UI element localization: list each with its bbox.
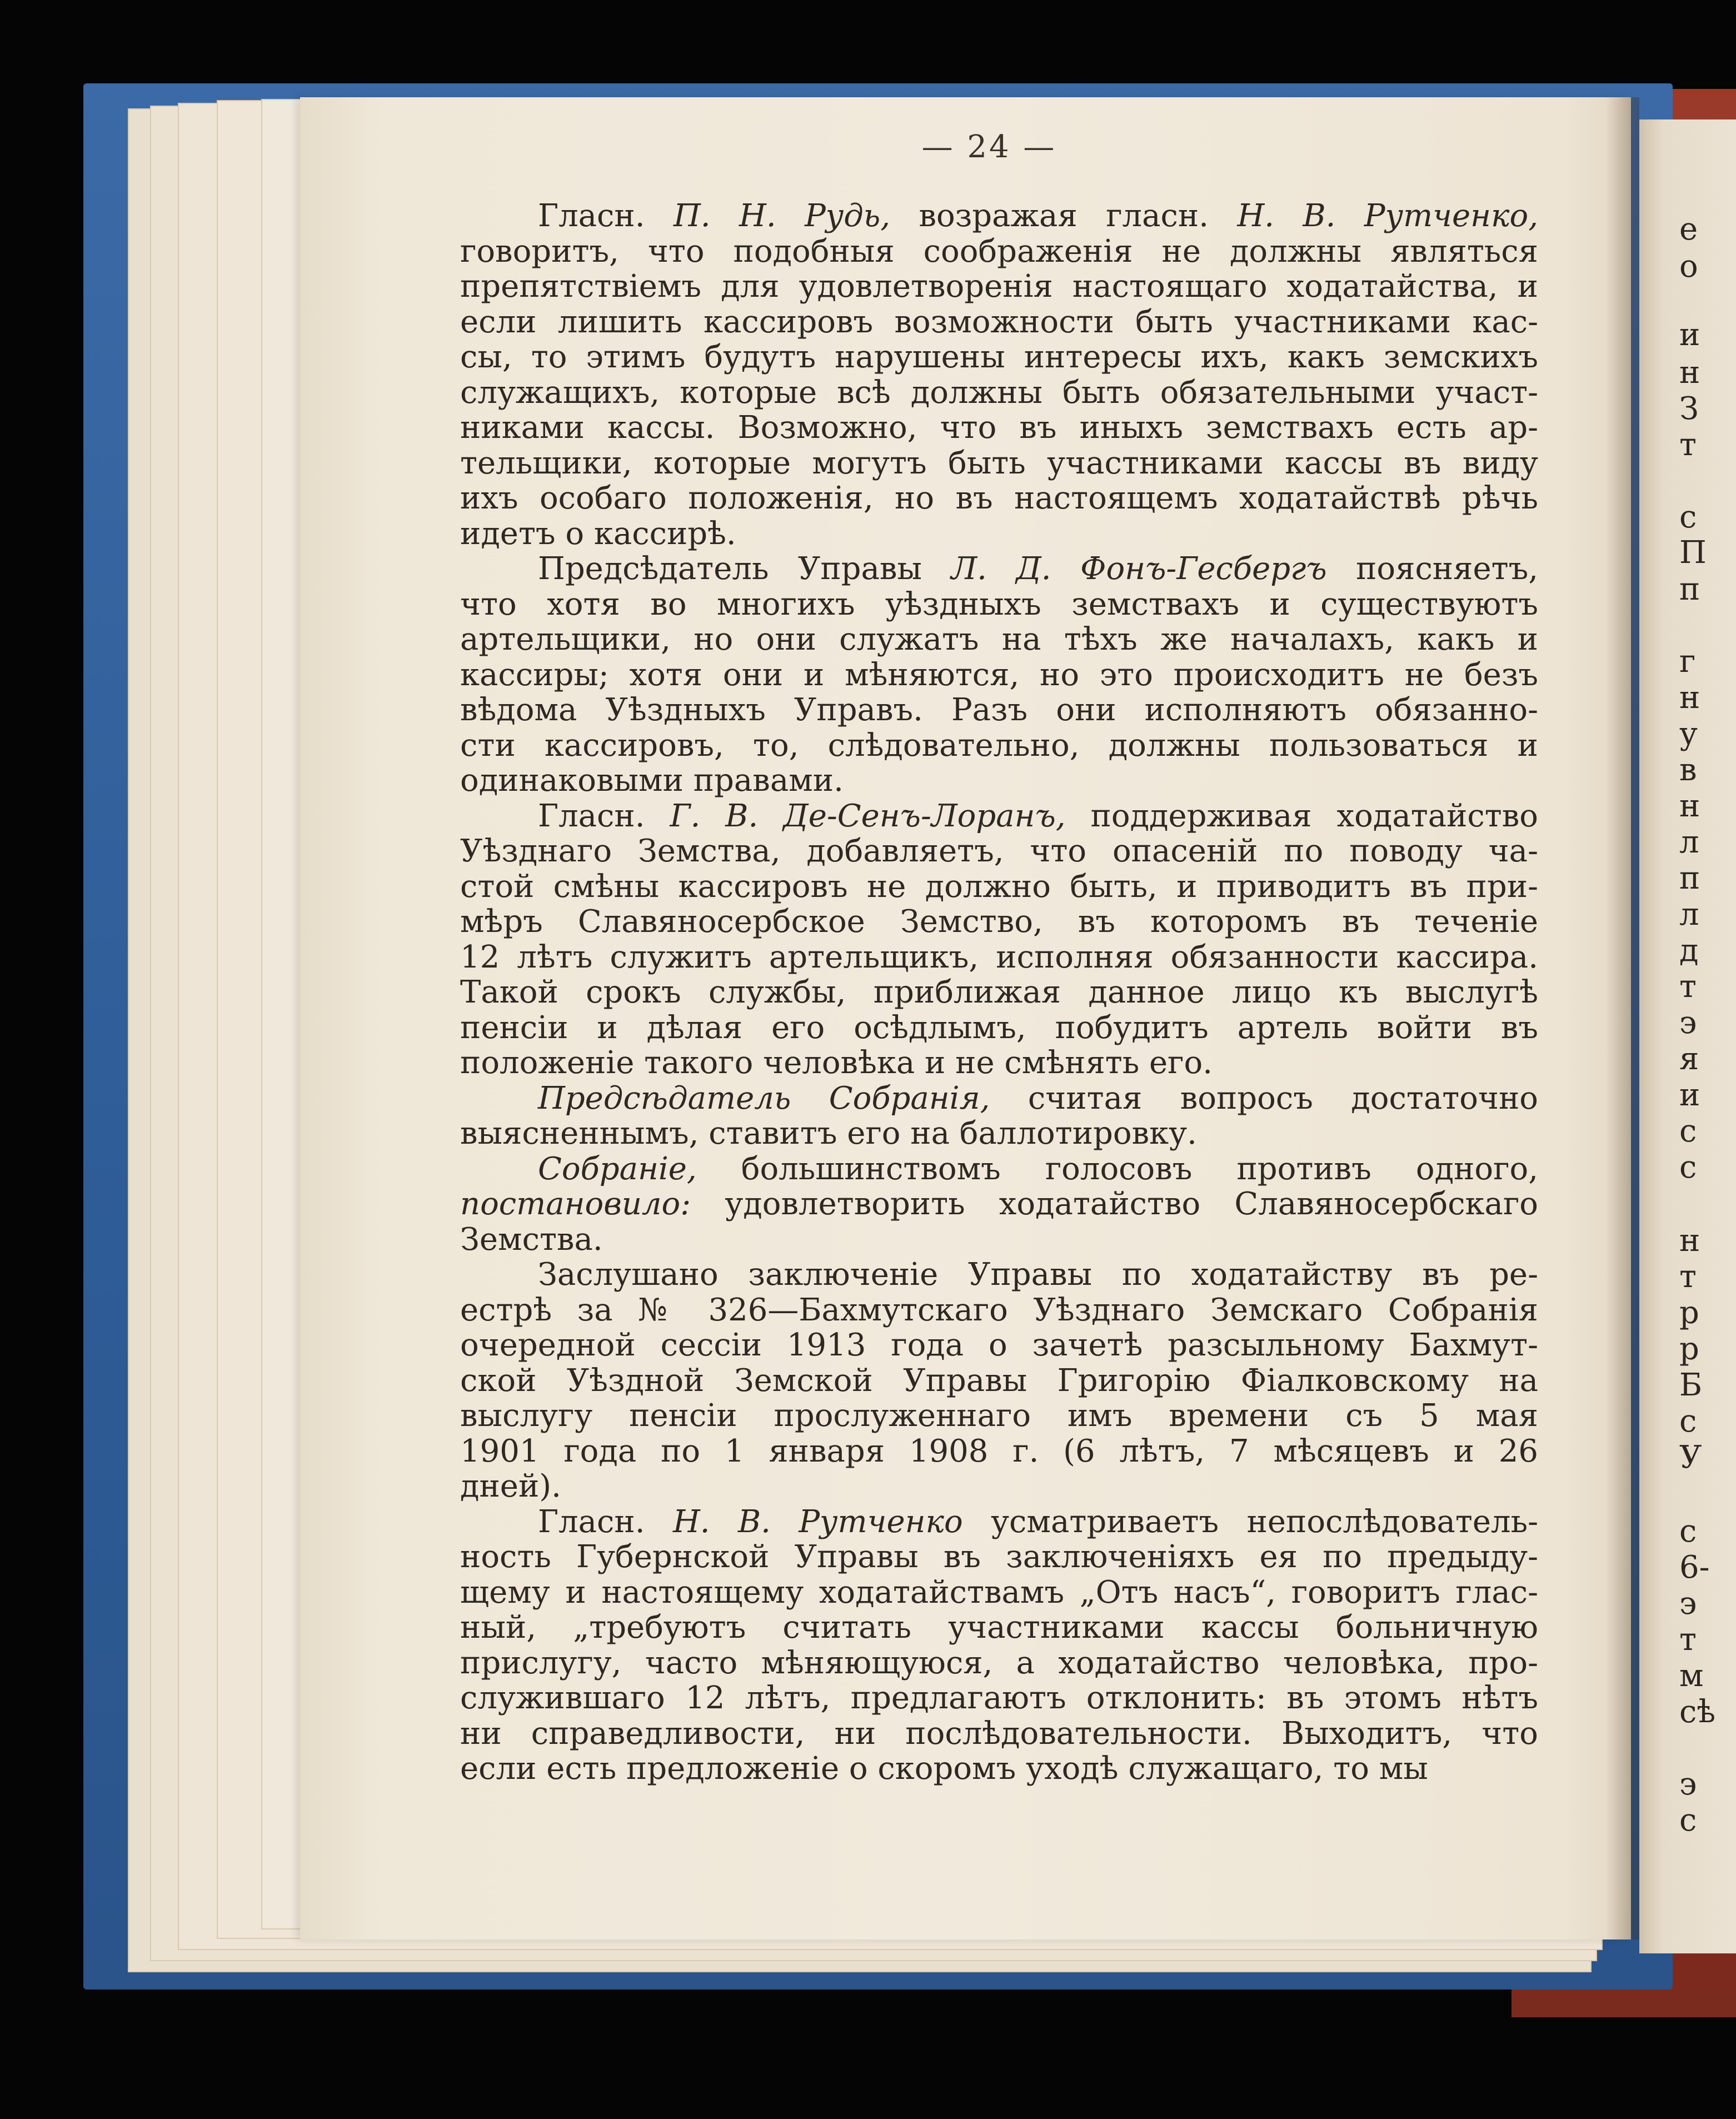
facing-page-fragment: н — [1679, 1223, 1700, 1259]
facing-page-fragment: н — [1679, 355, 1700, 391]
text-run: препятствіемъ для удовлетворенія настоящаго ходатайства, и — [460, 268, 1538, 305]
facing-page-fragment: П — [1679, 535, 1707, 571]
facing-page-fragment: в — [1679, 752, 1697, 788]
text-run: очередной сессіи 1913 года о зачетѣ разсыльному Бахмут- — [460, 1327, 1538, 1363]
facing-page-fragment: с — [1679, 499, 1697, 535]
facing-page-fragment: и — [1679, 1077, 1700, 1113]
text-line — [460, 940, 1538, 975]
text-run: выслугу пенсіи прослуженнаго имъ времени съ 5 мая — [460, 1398, 1538, 1434]
text-line — [460, 1504, 1538, 1540]
facing-page-fragment: н — [1679, 788, 1700, 824]
text-run: одинаковыми правами. — [460, 762, 844, 799]
text-line — [460, 1398, 1538, 1434]
text-line — [460, 1681, 1538, 1716]
text-run: никами кассы. Возможно, что въ иныхъ земствахъ есть ар- — [460, 410, 1538, 446]
italic-run: Предсѣдатель Собранія, — [538, 1080, 990, 1116]
text-line — [460, 1151, 1538, 1187]
text-run: Заслушано заключеніе Управы по ходатайству въ ре- — [538, 1257, 1538, 1293]
facing-page-fragment: сѣ — [1679, 1694, 1716, 1730]
facing-page-fragment: н — [1679, 680, 1700, 716]
text-line — [460, 1469, 1538, 1504]
facing-page-fragment: д — [1679, 933, 1699, 969]
text-run: возражая гласн. — [890, 198, 1238, 234]
facing-page-fragment: З — [1679, 391, 1699, 427]
facing-page-fragment: У — [1679, 1439, 1702, 1475]
paragraph — [460, 1081, 1538, 1151]
text-run: 1901 года по 1 января 1908 г. (6 лѣтъ, 7 мѣсяцевъ и 26 — [460, 1433, 1538, 1469]
paragraph — [460, 1151, 1538, 1258]
text-line — [460, 1257, 1538, 1293]
facing-page-fragment: и — [1679, 317, 1700, 353]
text-line — [460, 622, 1538, 657]
text-run: идетъ о кассирѣ. — [460, 515, 736, 552]
text-line — [460, 410, 1538, 446]
text-line — [460, 728, 1538, 764]
text-run: Гласн. — [538, 1503, 673, 1540]
text-run: выясненнымъ, ставитъ его на баллотировку. — [460, 1115, 1197, 1151]
text-run: артельщики, но они служатъ на тѣхъ же началахъ, какъ и — [460, 621, 1538, 657]
text-line — [460, 1010, 1538, 1046]
text-line — [460, 305, 1538, 340]
text-run: сы, то этимъ будутъ нарушены интересы ихъ, какъ земскихъ — [460, 339, 1538, 375]
facing-page-fragment: э — [1679, 1766, 1697, 1802]
text-line — [460, 375, 1538, 411]
text-run: если лишить кассировъ возможности быть участниками кас- — [460, 303, 1538, 340]
text-run: дней). — [460, 1468, 561, 1504]
facing-page-fragment: е — [1679, 211, 1698, 247]
text-line — [460, 340, 1538, 375]
italic-run: Н. В. Рутченко — [672, 1503, 963, 1540]
text-line — [460, 763, 1538, 799]
text-line — [460, 1116, 1538, 1151]
paragraph — [460, 198, 1538, 551]
facing-page-fragment: у — [1679, 716, 1698, 752]
text-run: 12 лѣтъ служитъ артельщикъ, исполняя обязанности кассира. — [460, 939, 1538, 975]
facing-page-fragment: т — [1679, 427, 1697, 463]
text-line — [460, 1751, 1538, 1787]
facing-page-fragment: м — [1679, 1658, 1704, 1694]
text-line — [460, 869, 1538, 905]
text-line — [460, 198, 1538, 234]
page-number: — 24 — — [921, 129, 1057, 165]
text-line — [460, 1045, 1538, 1081]
italic-run: Л. Д. Фонъ-Гесбергъ — [951, 551, 1327, 587]
text-run: удовлетворить ходатайство Славяносербскаго — [691, 1186, 1538, 1222]
facing-page-fragment: о — [1679, 248, 1698, 285]
text-run: большинствомъ голосовъ противъ одного, — [696, 1150, 1538, 1187]
text-run: усматриваетъ непослѣдователь- — [962, 1503, 1539, 1540]
text-run: ской Уѣздной Земской Управы Григорію Фіалковскому на — [460, 1362, 1538, 1399]
text-line — [460, 446, 1538, 481]
text-run: Такой срокъ службы, приближая данное лицо къ выслугѣ — [460, 974, 1538, 1010]
text-run: щему и настоящему ходатайствамъ „Отъ насъ“, говоритъ глас- — [460, 1574, 1538, 1611]
text-run: считая вопросъ достаточно — [990, 1080, 1538, 1116]
text-run: служившаго 12 лѣтъ, предлагаютъ отклонить: въ этомъ нѣтъ — [460, 1680, 1538, 1716]
text-line — [460, 1434, 1538, 1469]
text-run: мѣръ Славяносербское Земство, въ которомъ въ теченіе — [460, 904, 1538, 940]
text-line — [460, 657, 1538, 693]
facing-page-fragment: с — [1679, 1403, 1697, 1439]
text-run: говоритъ, что подобныя соображенія не должны являться — [460, 233, 1538, 270]
gutter-shadow — [1606, 97, 1639, 1939]
text-line — [460, 1363, 1538, 1399]
facing-page-fragment: п — [1679, 571, 1700, 607]
text-run: Земства. — [460, 1221, 603, 1258]
text-line — [460, 269, 1538, 305]
text-line — [460, 551, 1538, 587]
italic-run: Г. В. Де-Сенъ-Лоранъ, — [670, 797, 1066, 834]
facing-page-fragment: п — [1679, 860, 1700, 896]
italic-run: Собраніе, — [538, 1150, 697, 1187]
text-line — [460, 692, 1538, 728]
text-run: ихъ особаго положенія, но въ настоящемъ ходатайствѣ рѣчь — [460, 480, 1538, 516]
facing-page-fragment: э — [1679, 1005, 1697, 1041]
text-run: сти кассировъ, то, слѣдовательно, должны пользоваться и — [460, 727, 1538, 764]
facing-page-fragment: с — [1679, 1513, 1697, 1549]
body-text — [460, 198, 1538, 1787]
text-run: положеніе такого человѣка и не смѣнять его. — [460, 1045, 1213, 1081]
text-run: поддерживая ходатайство — [1065, 797, 1538, 834]
text-line — [460, 1186, 1538, 1222]
text-run: вѣдома Уѣздныхъ Управъ. Разъ они исполняютъ обязанно- — [460, 692, 1538, 728]
facing-page-fragment: г — [1679, 644, 1696, 680]
text-line — [460, 481, 1538, 516]
text-run: ный, „требуютъ считать участниками кассы больничную — [460, 1609, 1538, 1646]
facing-page-fragment: р — [1679, 1331, 1699, 1367]
facing-page-fragment: Б — [1679, 1367, 1703, 1403]
text-run: прислугу, часто мѣняющуюся, а ходатайство человѣка, про- — [460, 1644, 1538, 1681]
facing-page-fragment: с — [1679, 1802, 1697, 1838]
text-line — [460, 1293, 1538, 1328]
facing-page-fragment: с — [1679, 1113, 1697, 1149]
text-line — [460, 234, 1538, 270]
paragraph — [460, 551, 1538, 799]
text-run: что хотя во многихъ уѣздныхъ земствахъ и существуютъ — [460, 586, 1538, 622]
italic-run: постановило: — [460, 1186, 691, 1222]
text-run: ность Губернской Управы въ заключеніяхъ ея по предыду- — [460, 1539, 1538, 1575]
paragraph — [460, 1257, 1538, 1504]
facing-page-fragment: 6- — [1679, 1549, 1710, 1585]
facing-page-fragment: э — [1679, 1585, 1697, 1622]
text-run: Уѣзднаго Земства, добавляетъ, что опасеній по поводу ча- — [460, 833, 1538, 869]
text-line — [460, 1081, 1538, 1116]
text-run: стой смѣны кассировъ не должно быть, и приводитъ въ при- — [460, 868, 1538, 905]
text-line — [460, 904, 1538, 940]
text-line — [460, 1539, 1538, 1575]
text-run: Гласн. — [538, 797, 670, 834]
text-run: кассиры; хотя они и мѣняются, но это происходитъ не безъ — [460, 656, 1538, 693]
text-run: естрѣ за № 326—Бахмутскаго Уѣзднаго Земскаго Собранія — [460, 1292, 1538, 1328]
facing-page-fragment: л — [1679, 824, 1699, 860]
text-line — [460, 1222, 1538, 1258]
text-line — [460, 834, 1538, 869]
text-run: ни справедливости, ни послѣдовательности. Выходитъ, что — [460, 1715, 1538, 1752]
text-line — [460, 799, 1538, 834]
text-run: Предсѣдатель Управы — [538, 551, 951, 587]
text-run: тельщики, которые могутъ быть участниками кассы въ виду — [460, 445, 1538, 481]
facing-page-fragment: т — [1679, 1622, 1697, 1658]
facing-page — [1639, 119, 1736, 1953]
text-line — [460, 1328, 1538, 1363]
facing-page-fragment: т — [1679, 1259, 1697, 1295]
facing-page-fragment: л — [1679, 896, 1699, 933]
italic-run: Н. В. Рутченко, — [1237, 198, 1538, 234]
text-run: Гласн. — [538, 198, 674, 234]
text-line — [460, 516, 1538, 552]
text-line — [460, 1716, 1538, 1752]
paragraph — [460, 799, 1538, 1081]
text-run: служащихъ, которые всѣ должны быть обязательными участ- — [460, 374, 1538, 411]
paragraph — [460, 1504, 1538, 1787]
text-line — [460, 975, 1538, 1010]
italic-run: П. Н. Рудь, — [673, 198, 891, 234]
text-run: поясняетъ, — [1326, 551, 1539, 587]
text-run: пенсіи и дѣлая его осѣдлымъ, побудитъ артель войти въ — [460, 1009, 1538, 1046]
facing-page-fragment: я — [1679, 1041, 1699, 1077]
facing-page-fragment: т — [1679, 969, 1697, 1005]
facing-page-fragment: р — [1679, 1295, 1699, 1331]
text-line — [460, 1646, 1538, 1681]
text-run: если есть предложеніе о скоромъ уходѣ служащаго, то мы — [460, 1751, 1428, 1787]
text-line — [460, 1575, 1538, 1611]
facing-page-fragment: с — [1679, 1149, 1697, 1185]
text-line — [460, 587, 1538, 622]
text-line — [460, 1610, 1538, 1646]
